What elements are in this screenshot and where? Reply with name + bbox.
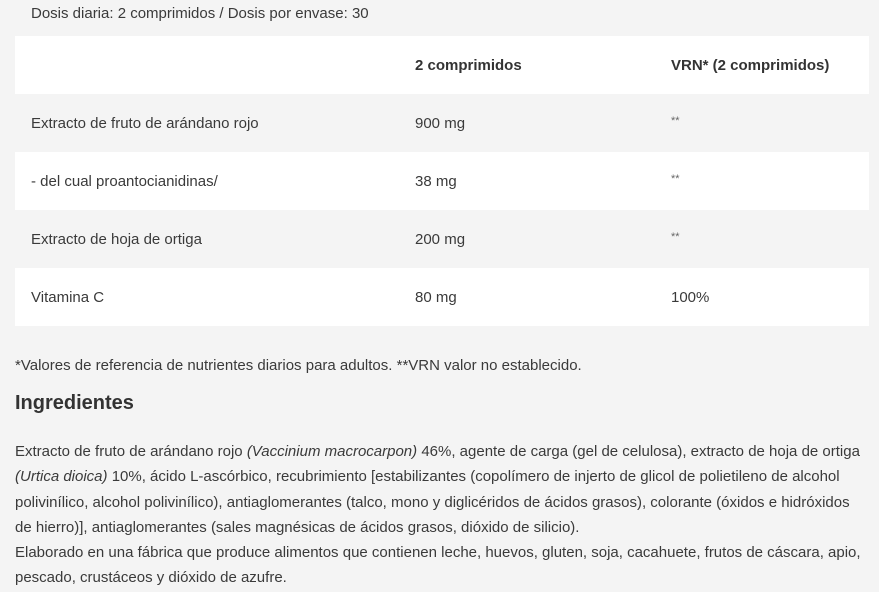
ingredients-text (15, 439, 865, 591)
header-amount: 2 comprimidos (415, 56, 522, 74)
row-name: Vitamina C (31, 288, 105, 306)
header-ingredient (15, 36, 415, 94)
latin-name: (Urtica dioica) (15, 468, 108, 486)
row-vrn (671, 94, 869, 152)
row-amount: 200 mg (415, 230, 466, 248)
ingredients-part: 10%, ácido L-ascórbico, recubrimiento [estabilizantes (copolímero de injerto de glicol de polietileno de alcohol polivinílico, alcohol polivinílico), antiaglomerantes (talco, mono y diglicéridos de ácidos grasos), colorante (óxidos e hidróxidos de hierro)], antiaglomerantes (sales magnésicas de ácidos grasos, dióxido de silicio). (15, 468, 850, 536)
row-vrn-value: ** (671, 114, 680, 127)
table-row (15, 152, 869, 210)
row-amount: 80 mg (415, 288, 457, 306)
daily-dose-info: Dosis diaria: 2 comprimidos / Dosis por envase: 30 (31, 5, 369, 22)
row-vrn (671, 210, 869, 268)
row-amount: 38 mg (415, 172, 457, 190)
nutrition-table (15, 36, 869, 326)
table-header-row (15, 36, 869, 94)
header-vrn: VRN* (2 comprimidos) (671, 56, 830, 74)
row-vrn (671, 152, 869, 210)
vrn-footnote: *Valores de referencia de nutrientes diarios para adultos. **VRN valor no establecido. (15, 357, 582, 374)
row-vrn-value: ** (671, 230, 680, 243)
table-row (15, 268, 869, 326)
row-name: Extracto de fruto de arándano rojo (31, 114, 259, 132)
ingredients-heading: Ingredientes (15, 392, 134, 414)
table-row (15, 94, 869, 152)
latin-name: (Vaccinium macrocarpon) (246, 443, 418, 460)
row-name: - del cual proantocianidinas/ (31, 172, 218, 190)
row-name: Extracto de hoja de ortiga (31, 230, 202, 248)
ingredients-part: 46%, agente de carga (gel de celulosa), extracto de hoja de ortiga (417, 443, 860, 460)
row-amount: 900 mg (415, 114, 466, 132)
table-row (15, 210, 869, 268)
ingredients-part: Extracto de fruto de arándano rojo (15, 443, 247, 460)
row-vrn-value: ** (671, 172, 680, 185)
row-vrn-value: 100% (671, 288, 710, 306)
allergen-notice: Elaborado en una fábrica que produce alimentos que contienen leche, huevos, gluten, soja, cacahuete, frutos de cáscara, apio, pescado, crustáceos y dióxido de azufre. (15, 544, 861, 587)
